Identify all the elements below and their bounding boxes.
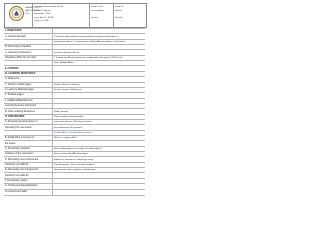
row-value: Topic: Multiple Alleles — [54, 62, 74, 65]
row-label: practicing new skills #1 — [5, 164, 29, 167]
row-label: Objectives (Write the LC code) — [5, 57, 37, 60]
row-label: A. References — [5, 78, 20, 81]
row-value: Show a chart of the ABO blood types. — [54, 153, 89, 156]
row-value: Science Learner's Module pp. — [54, 89, 82, 92]
header-divider — [113, 4, 114, 27]
section-heading: I. OBJECTIVES — [5, 30, 22, 33]
row-value: Please read the question below. — [54, 115, 84, 118]
row-label: E. Discussing new concepts and — [5, 169, 39, 172]
header-area-value: English — [115, 9, 122, 12]
header-grade-value: Grade 11 — [115, 6, 124, 8]
header-school-line: Gabaldon National High School — [34, 6, 63, 8]
row-value: Learners should be able to: — [54, 51, 80, 54]
row-value: How are blood types an example of multiple alleles? — [54, 148, 102, 151]
row-label: of concepts and skills — [5, 190, 27, 193]
row-value: The learner demonstrates understanding of how genetic information is — [54, 35, 119, 38]
header-session-line: Session - 1 Wk — [34, 20, 48, 22]
row-value[interactable]: Multiple Alleles | Non-Mendelian Genetics — [54, 132, 93, 135]
row-value: Look at the pictures. What do you think is — [54, 121, 93, 124]
lesson-table — [4, 28, 145, 195]
row-label: instances of the new lesson — [5, 153, 34, 156]
deped-logo-icon — [9, 6, 24, 21]
row-label: presenting the new lesson — [5, 126, 32, 129]
row-label: 4. Additional Materials from — [5, 99, 33, 102]
row-value: Punnett squares. Give an example problem. — [54, 164, 95, 167]
row-label: D. Discussing new concepts and — [5, 158, 39, 161]
row-label: Learning Resource (LR) portal — [5, 105, 36, 108]
lesson-row — [4, 189, 145, 196]
row-value: What is a multiple allele? — [54, 137, 77, 140]
row-value: 1. Explain the different patterns of non-Mendelian inheritance (S9LT-IIe-f-1) — [54, 57, 123, 60]
row-value: the relationship of the parents? — [54, 126, 83, 129]
row-label: 2. Learner's Materials pages — [5, 89, 34, 92]
section-heading: IV. PROCEDURES — [5, 115, 25, 118]
row-label: F. Developing mastery — [5, 180, 28, 183]
section-heading: III. LEARNING RESOURCES — [5, 73, 36, 76]
row-label: B. Performance Standard — [5, 46, 31, 49]
row-value: Explain the inheritance of blood type using — [54, 158, 94, 161]
row-value: Have learners solve problems on blood types. — [54, 169, 97, 172]
row-label: the lesson — [5, 142, 16, 145]
row-label: 1. Teacher's Guide pages — [5, 83, 31, 86]
row-label: 3. Textbook pages — [5, 94, 24, 97]
row-label: G. Finding practical applications — [5, 185, 38, 188]
header-area-label: Learning Area — [91, 9, 104, 12]
row-label: C. Presenting examples/ — [5, 147, 31, 150]
header-left-line: GRADES 1 to 12 — [25, 7, 41, 9]
row-value: Science Teacher's Guide pp. — [54, 83, 81, 86]
header-date-line: September - 2019 — [34, 13, 51, 15]
row-label: A. Reviewing previous lesson or — [5, 121, 38, 124]
header-divider — [89, 4, 90, 27]
row-label: C. Learning Competency / — [5, 51, 32, 54]
header-teacher-line: Jessie M. Tagulao — [34, 9, 51, 12]
row-label: practicing new skills #2 — [5, 174, 29, 177]
row-value: expressed in genes, in chromosomes and the different patterns of inheritance. — [54, 41, 126, 44]
row-label: B. Other Learning Resources — [5, 110, 35, 113]
header-section-line: Lang. Arts 11 - E/C/A — [34, 16, 54, 19]
document-page — [0, 0, 149, 198]
header-quarter-label: Quarter — [91, 16, 99, 19]
row-label: B. Establishing a purpose for — [5, 137, 35, 140]
section-heading: II. CONTENT — [5, 67, 19, 70]
header-grade-label: Grade Level — [91, 6, 103, 8]
header-left-line: LOG — [25, 13, 30, 15]
header-left-line: DAILY LESSON — [25, 10, 40, 12]
row-value: Slides, pictures — [54, 110, 69, 113]
header-quarter-value: Second — [115, 16, 123, 19]
row-label: A. Content Standard — [5, 35, 26, 38]
dll-header — [4, 3, 147, 28]
